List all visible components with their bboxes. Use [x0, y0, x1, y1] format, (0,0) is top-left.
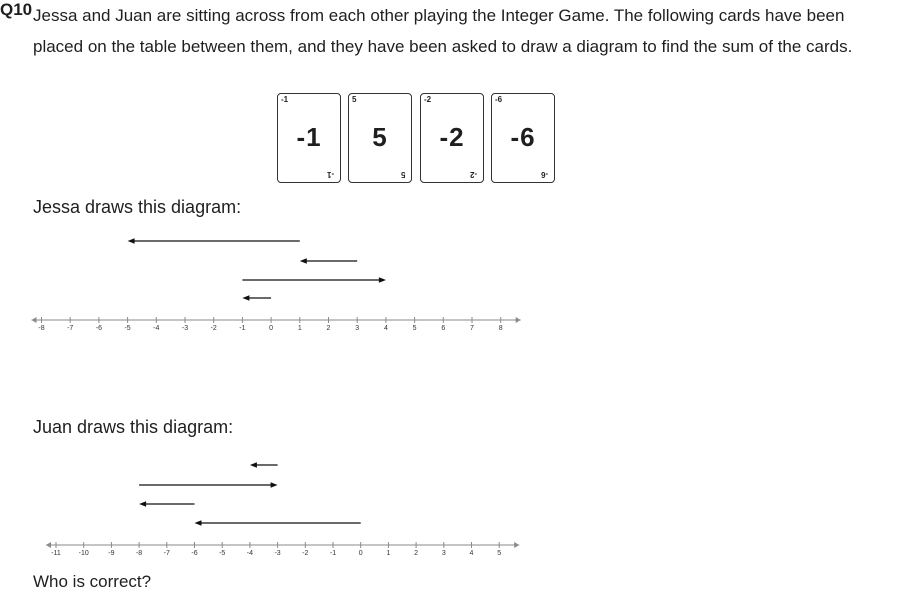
card-corner-bottom: -2	[469, 170, 477, 179]
juan-tick-label: 3	[441, 550, 446, 557]
jessa-tick-label: 2	[326, 325, 331, 332]
juan-tick-label: -1	[329, 550, 337, 557]
jessa-diagram	[0, 228, 540, 338]
card-value: -2	[439, 122, 465, 152]
jessa-tick-label: 3	[355, 325, 360, 332]
jessa-number-line	[0, 228, 540, 338]
question-text: Jessa and Juan are sitting across from each other playing the Integer Game. The following cards have been placed on the table between them, and they have been asked to draw a diagram to find the sum of the cards.	[33, 6, 853, 56]
jessa-tick-label: 8	[498, 325, 503, 332]
juan-tick-label: 0	[358, 550, 363, 557]
jessa-axis-arrow-left	[32, 317, 37, 323]
juan-tick-label: -2	[302, 550, 309, 557]
juan-tick-label: -3	[274, 550, 281, 557]
jessa-arrow-head	[300, 258, 307, 264]
card-corner: -1	[281, 95, 289, 104]
jessa-tick-label: -7	[67, 325, 74, 332]
jessa-arrow-head	[242, 295, 249, 301]
jessa-tick-label: 6	[441, 325, 446, 332]
juan-axis-arrow-right	[514, 542, 519, 548]
card-row	[277, 93, 567, 185]
card-2	[348, 93, 412, 183]
jessa-arrow-head	[128, 238, 135, 244]
juan-diagram	[0, 450, 540, 560]
jessa-tick-label: 4	[383, 325, 388, 332]
juan-tick-label: -9	[108, 550, 115, 557]
question-number: Q10	[0, 0, 33, 19]
card-3	[420, 93, 484, 183]
jessa-tick-label: -5	[124, 325, 131, 332]
card-corner-bottom: 5	[400, 170, 405, 179]
jessa-heading: Jessa draws this diagram:	[33, 197, 242, 217]
card-corner-bottom: -1	[326, 170, 334, 179]
juan-tick-label: -6	[191, 550, 198, 557]
juan-axis-arrow-left	[46, 542, 51, 548]
jessa-tick-label: 5	[412, 325, 417, 332]
juan-tick-label: -8	[135, 550, 143, 557]
juan-arrow-head	[195, 520, 202, 526]
jessa-axis-arrow-right	[516, 317, 521, 323]
card-corner: -2	[424, 95, 432, 104]
juan-arrow-head	[271, 482, 278, 488]
juan-number-line	[0, 450, 540, 560]
jessa-tick-label: 0	[269, 325, 274, 332]
jessa-tick-label: -1	[239, 325, 246, 332]
jessa-tick-label: -6	[95, 325, 103, 332]
card-corner: -6	[495, 95, 503, 104]
card-corner: 5	[352, 95, 357, 104]
jessa-tick-label: -8	[38, 325, 45, 332]
juan-tick-label: 4	[469, 550, 474, 557]
juan-tick-label: 5	[497, 550, 502, 557]
who-is-correct: Who is correct?	[33, 572, 152, 591]
juan-tick-label: -5	[219, 550, 226, 557]
juan-tick-label: -10	[78, 550, 89, 557]
jessa-arrow-head	[379, 277, 386, 283]
jessa-tick-label: -3	[181, 325, 189, 332]
jessa-tick-label: 7	[470, 325, 474, 332]
juan-heading: Juan draws this diagram:	[33, 417, 234, 437]
card-value: 5	[372, 122, 388, 152]
juan-tick-label: -11	[51, 550, 61, 557]
card-4	[491, 93, 555, 183]
juan-tick-label: -4	[246, 550, 254, 557]
card-1	[277, 93, 341, 183]
jessa-tick-label: -4	[153, 325, 160, 332]
card-corner-bottom: -6	[540, 170, 548, 179]
juan-tick-label: -7	[163, 550, 170, 557]
card-value: -1	[296, 122, 322, 152]
jessa-tick-label: 1	[297, 325, 302, 332]
juan-arrow-head	[139, 501, 146, 507]
juan-tick-label: 1	[386, 550, 391, 557]
juan-tick-label: 2	[414, 550, 419, 557]
jessa-tick-label: -2	[210, 325, 217, 332]
card-value: -6	[510, 122, 536, 152]
juan-arrow-head	[250, 462, 257, 468]
